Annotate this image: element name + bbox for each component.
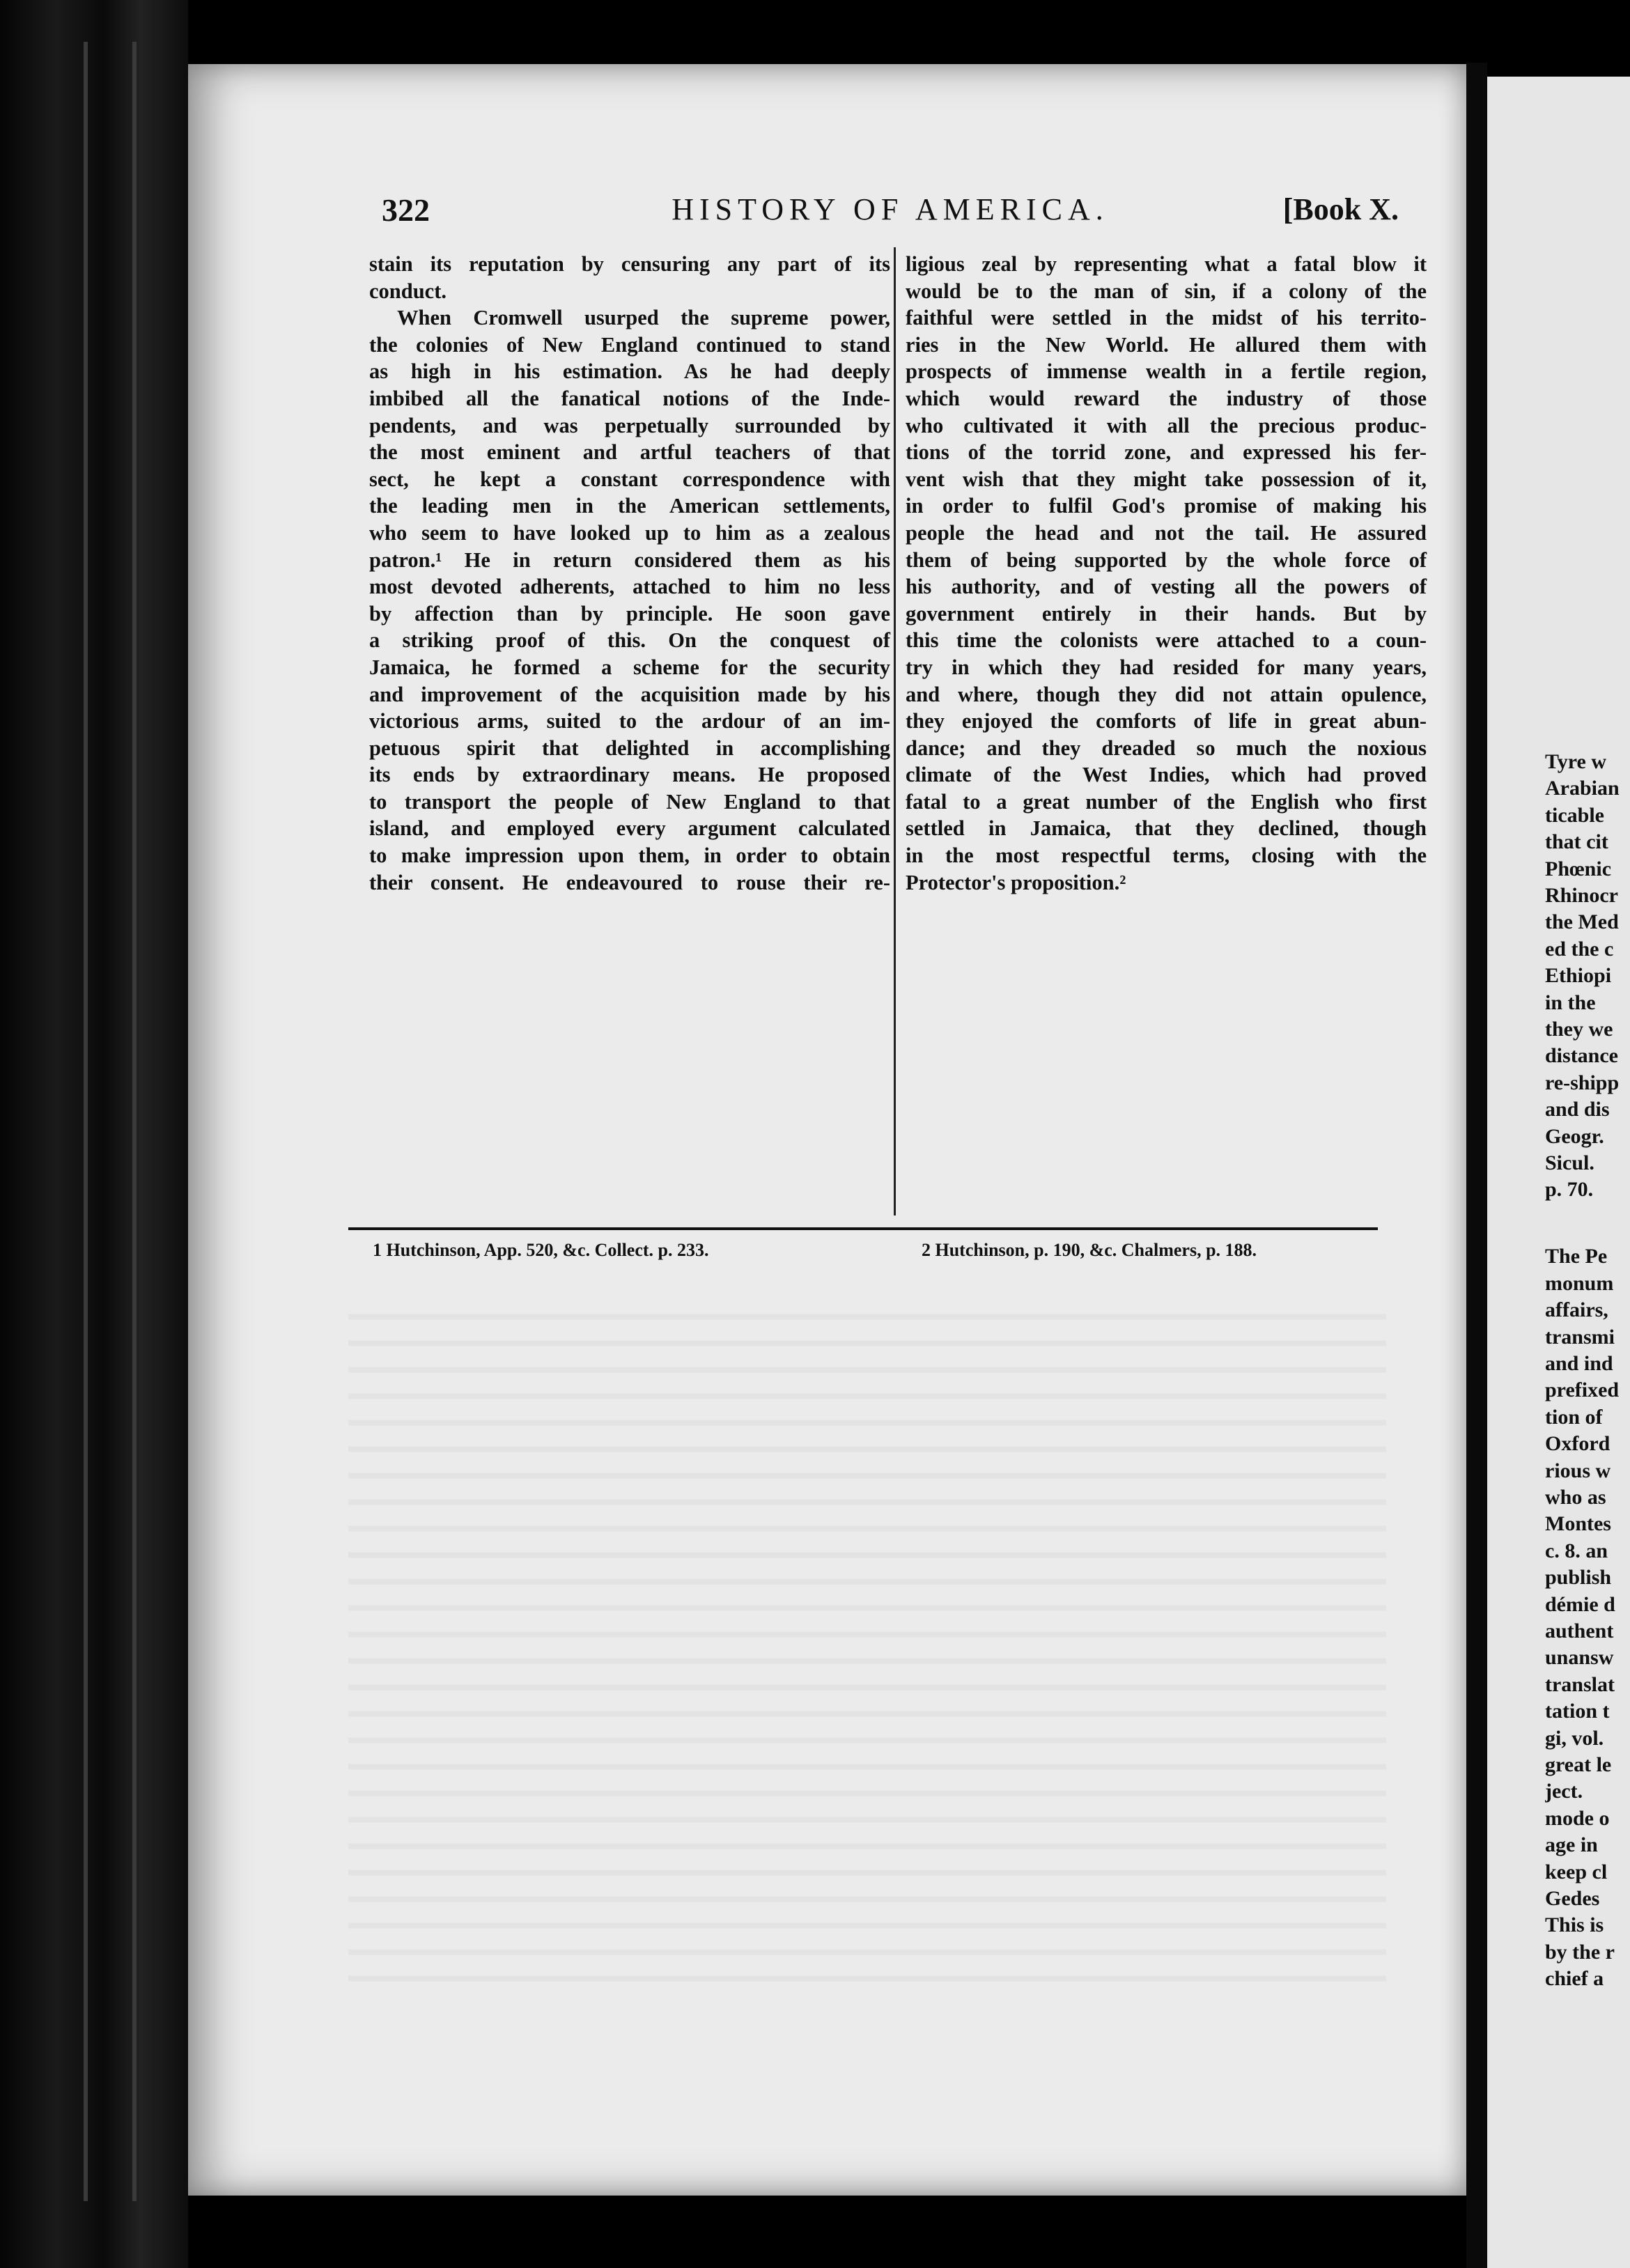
adjacent-page-line: they we <box>1545 1018 1613 1041</box>
adjacent-page-line: p. 70. <box>1545 1178 1594 1202</box>
text-line: victorious arms, suited to the ardour of an im- <box>369 709 890 733</box>
adjacent-page-line: unansw <box>1545 1646 1614 1670</box>
adjacent-page-line: This is <box>1545 1913 1604 1937</box>
spine-stripe <box>132 42 137 2201</box>
running-title: HISTORY OF AMERICA. <box>672 192 1109 226</box>
right-column <box>906 251 1427 896</box>
text-line: conduct. <box>369 279 447 303</box>
adjacent-page-line: Gedes <box>1545 1887 1600 1910</box>
adjacent-page-line: the Med <box>1545 910 1619 934</box>
adjacent-page-line: great le <box>1545 1753 1612 1776</box>
text-line: island, and employed every argument calculated <box>369 816 890 841</box>
text-line: and improvement of the acquisition made by his <box>369 682 890 706</box>
adjacent-page-line: ticable <box>1545 803 1604 827</box>
text-line: in the most respectful terms, closing with the <box>906 844 1427 868</box>
text-line: vent wish that they might take possession of it, <box>906 467 1427 491</box>
text-line: petuous spirit that delighted in accomplishing <box>369 736 890 760</box>
show-through-text <box>348 1296 1386 1999</box>
adjacent-page-line: chief a <box>1545 1967 1604 1991</box>
adjacent-page-line: Sicul. <box>1545 1151 1594 1174</box>
text-line: pendents, and was perpetually surrounded by <box>369 413 890 437</box>
text-line: who seem to have looked up to him as a zealous <box>369 520 890 545</box>
text-line: Protector's proposition.² <box>906 870 1126 894</box>
text-line: dance; and they dreaded so much the noxious <box>906 736 1427 760</box>
text-line: and where, though they did not attain opulence, <box>906 682 1427 706</box>
adjacent-page-line: publish <box>1545 1566 1612 1590</box>
adjacent-page-line: ject. <box>1545 1780 1583 1803</box>
text-line: the colonies of New England continued to stand <box>369 332 890 357</box>
adjacent-page-line: tation t <box>1545 1700 1610 1723</box>
adjacent-page-line: Phœnic <box>1545 857 1612 880</box>
text-line: they enjoyed the comforts of life in great abun- <box>906 709 1427 733</box>
adjacent-page-line: démie d <box>1545 1592 1615 1616</box>
spine-stripe <box>84 42 88 2201</box>
text-line: climate of the West Indies, which had proved <box>906 763 1427 787</box>
footnote-left: 1 Hutchinson, App. 520, &c. Collect. p. 233. <box>373 1240 709 1260</box>
text-line: by affection than by principle. He soon gave <box>369 601 890 626</box>
page-number: 322 <box>382 192 430 228</box>
text-line: tions of the torrid zone, and expressed his fer- <box>906 440 1427 465</box>
adjacent-page-line: The Pe <box>1545 1245 1608 1268</box>
footnote-rule <box>348 1227 1378 1230</box>
text-line: most devoted adherents, attached to him no less <box>369 575 890 599</box>
adjacent-page-line: gi, vol. <box>1545 1726 1604 1750</box>
text-line: Jamaica, he formed a scheme for the security <box>369 655 890 679</box>
text-line: in order to fulfil God's promise of making his <box>906 494 1427 518</box>
text-line: would be to the man of sin, if a colony of the <box>906 279 1427 303</box>
text-line: stain its reputation by censuring any part of its <box>369 252 890 276</box>
adjacent-page-line: translat <box>1545 1672 1615 1696</box>
adjacent-page-line: Montes <box>1545 1512 1611 1536</box>
text-line: the most eminent and artful teachers of that <box>369 440 890 465</box>
text-line: to make impression upon them, in order to obtain <box>369 844 890 868</box>
adjacent-page-line: in the <box>1545 991 1596 1014</box>
text-line: When Cromwell usurped the supreme power, <box>397 306 890 330</box>
adjacent-page-line: that cit <box>1545 830 1608 854</box>
left-column <box>369 251 890 896</box>
adjacent-page-line: re-shipp <box>1545 1071 1620 1094</box>
adjacent-page-line: who as <box>1545 1486 1606 1509</box>
adjacent-page-line: monum <box>1545 1271 1614 1295</box>
adjacent-page-line: mode o <box>1545 1806 1610 1830</box>
adjacent-page-line: transmi <box>1545 1325 1615 1349</box>
text-line: to transport the people of New England to that <box>369 789 890 814</box>
adjacent-page-line: age in <box>1545 1833 1598 1857</box>
text-line: them of being supported by the whole force of <box>906 547 1427 572</box>
adjacent-page-line: and ind <box>1545 1352 1613 1375</box>
text-line: ligious zeal by representing what a fatal blow it <box>906 252 1427 276</box>
book-spine <box>0 0 188 2268</box>
adjacent-page-line: Rhinocr <box>1545 884 1618 907</box>
text-line: fatal to a great number of the English who first <box>906 789 1427 814</box>
adjacent-page-line: Tyre w <box>1545 750 1607 773</box>
adjacent-page-line: distance <box>1545 1044 1618 1068</box>
page-header <box>382 192 1399 240</box>
adjacent-page-line: Ethiopi <box>1545 964 1612 988</box>
text-line: faithful were settled in the midst of his territo- <box>906 306 1427 330</box>
text-line: its ends by extraordinary means. He proposed <box>369 763 890 787</box>
text-line: prospects of immense wealth in a fertile region, <box>906 359 1427 384</box>
adjacent-page-line: ed the c <box>1545 937 1614 961</box>
text-line: try in which they had resided for many years, <box>906 655 1427 679</box>
adjacent-page-line: tion of <box>1545 1405 1603 1429</box>
adjacent-page-line: authent <box>1545 1620 1614 1642</box>
adjacent-page-line: Oxford <box>1545 1432 1610 1456</box>
text-line: imbibed all the fanatical notions of the Inde- <box>369 386 890 410</box>
text-line: government entirely in their hands. But by <box>906 601 1427 626</box>
text-line: which would reward the industry of those <box>906 386 1427 410</box>
text-line: patron.¹ He in return considered them as his <box>369 547 890 572</box>
adjacent-page-text <box>1545 0 1630 2268</box>
adjacent-page-line: keep cl <box>1545 1860 1608 1883</box>
text-line: people the head and not the tail. He assured <box>906 520 1427 545</box>
adjacent-page-line: rious w <box>1545 1459 1611 1482</box>
text-line: the leading men in the American settlements, <box>369 494 890 518</box>
text-line: sect, he kept a constant correspondence with <box>369 467 890 491</box>
text-line: their consent. He endeavoured to rouse their re- <box>369 870 890 894</box>
adjacent-page-line: affairs, <box>1545 1298 1608 1322</box>
text-line: this time the colonists were attached to a coun- <box>906 628 1427 653</box>
text-line: settled in Jamaica, that they declined, though <box>906 816 1427 841</box>
text-line: ries in the New World. He allured them with <box>906 332 1427 357</box>
adjacent-page-line: by the r <box>1545 1940 1615 1964</box>
book-label: [Book X. <box>1282 192 1399 226</box>
footnote-right: 2 Hutchinson, p. 190, &c. Chalmers, p. 188. <box>922 1240 1257 1260</box>
adjacent-page-line: and dis <box>1545 1098 1610 1121</box>
text-line: his authority, and of vesting all the powers of <box>906 575 1427 599</box>
column-divider <box>894 247 896 1215</box>
adjacent-page-line: Arabian <box>1545 777 1620 800</box>
adjacent-page-line: c. 8. an <box>1545 1539 1608 1562</box>
text-line: a striking proof of this. On the conquest of <box>369 628 890 653</box>
text-line: who cultivated it with all the precious produc- <box>906 413 1427 437</box>
adjacent-page-line: prefixed <box>1545 1378 1620 1402</box>
adjacent-page-line: Geogr. <box>1545 1124 1604 1148</box>
page-gutter <box>1466 63 1487 2268</box>
text-line: as high in his estimation. As he had deeply <box>369 359 890 384</box>
